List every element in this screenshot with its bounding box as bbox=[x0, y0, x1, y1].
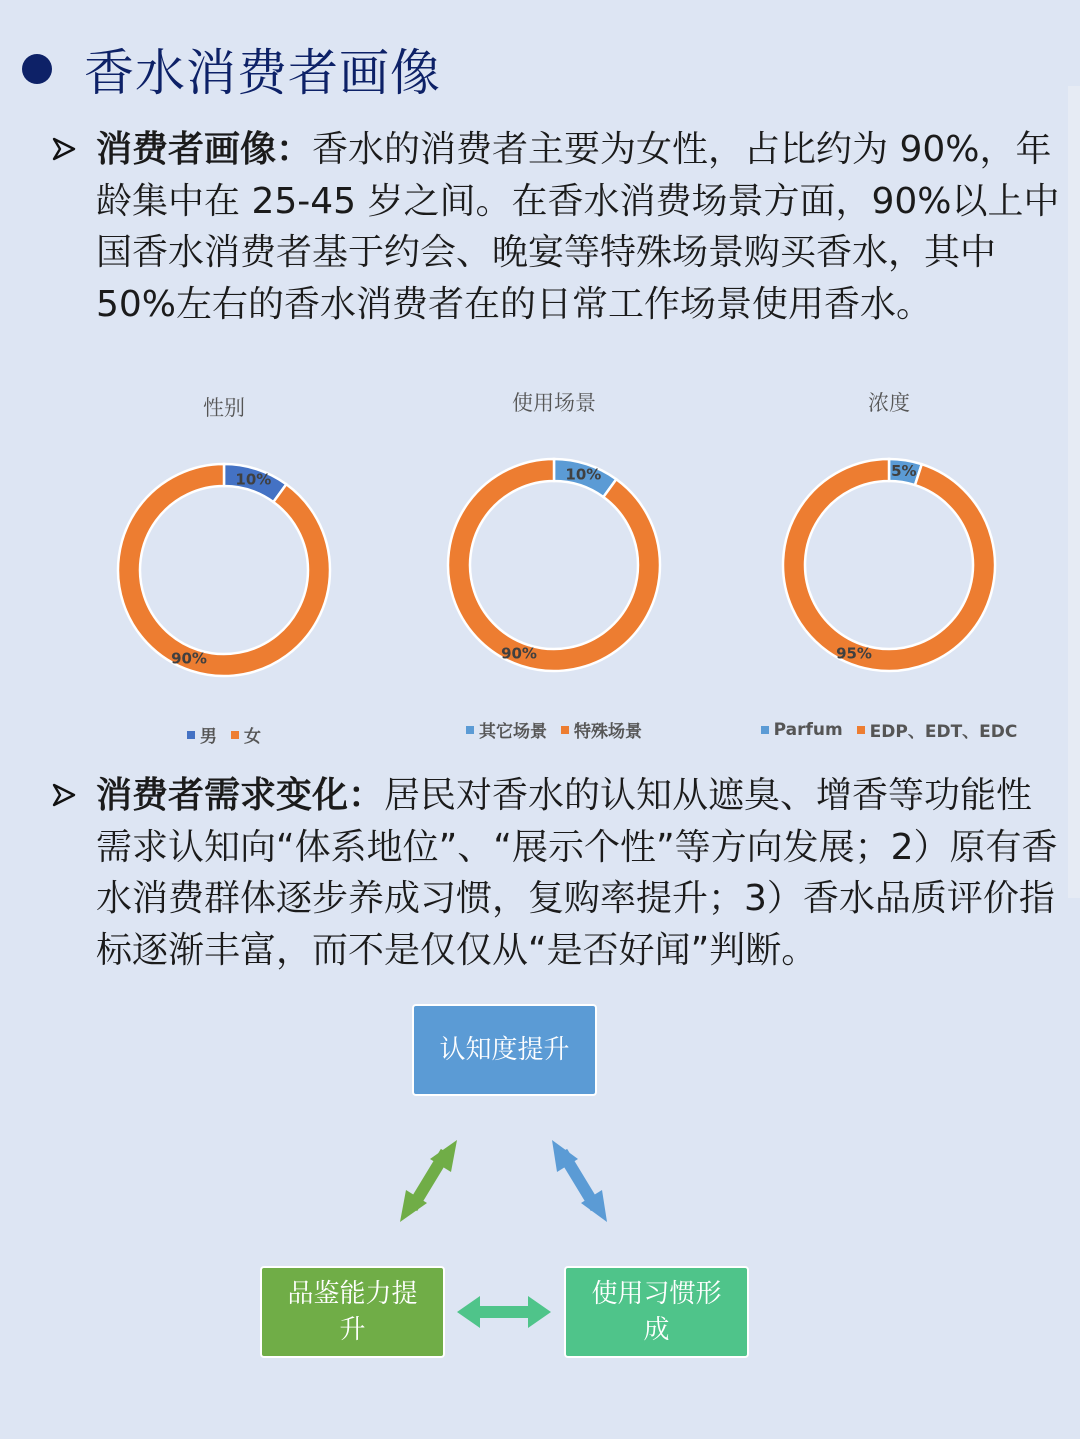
donut-data-label: 10% bbox=[565, 465, 602, 484]
flow-box-label: 认知度提升 bbox=[439, 1035, 570, 1065]
chart-title: 浓度 bbox=[868, 391, 910, 415]
flow-box-label: 品鉴能力提升 bbox=[287, 1279, 418, 1345]
legend-label: 其它场景 bbox=[479, 722, 547, 742]
section1-body: 香水的消费者主要为女性，占比约为 90%，年龄集中在 25-45 岁之间。在香水消费场景方面，90%以上中国香水消费者基于约会、晚宴等特殊场景购买香水，其中50%左右的香水消费者在的日常工作场景使用香水。 bbox=[96, 129, 1060, 325]
page-title: 香水消费者画像 bbox=[84, 44, 441, 102]
legend-label: EDP、EDT、EDC bbox=[869, 722, 1018, 742]
double-arrow-icon bbox=[457, 1296, 551, 1328]
chart-title: 使用场景 bbox=[512, 391, 596, 415]
section2-body: 居民对香水的认知从遮臭、增香等功能性需求认知向“体系地位”、“展示个性”等方向发展；2）原有香水消费群体逐步养成习惯，复购率提升；3）香水品质评价指标逐渐丰富，而不是仅仅从“是否好闻”判断。 bbox=[96, 775, 1058, 971]
section2-heading: 消费者需求变化： bbox=[96, 775, 385, 816]
double-arrow-icon bbox=[552, 1140, 607, 1222]
legend-label: 特殊场景 bbox=[574, 722, 642, 742]
donut-data-label: 90% bbox=[171, 649, 207, 668]
donut-data-label: 95% bbox=[836, 644, 872, 663]
legend-label: 女 bbox=[244, 727, 261, 747]
section1-heading: 消费者画像： bbox=[96, 129, 313, 170]
donut-data-label: 90% bbox=[501, 644, 537, 663]
double-arrow-icon bbox=[400, 1140, 457, 1222]
legend-label: 男 bbox=[200, 727, 217, 747]
donut-data-label: 10% bbox=[235, 470, 272, 489]
legend-label: Parfum bbox=[773, 719, 843, 740]
donut-data-label: 5% bbox=[891, 462, 917, 481]
chart-title: 性别 bbox=[203, 396, 245, 420]
flow-box-label: 使用习惯形成 bbox=[591, 1279, 722, 1345]
